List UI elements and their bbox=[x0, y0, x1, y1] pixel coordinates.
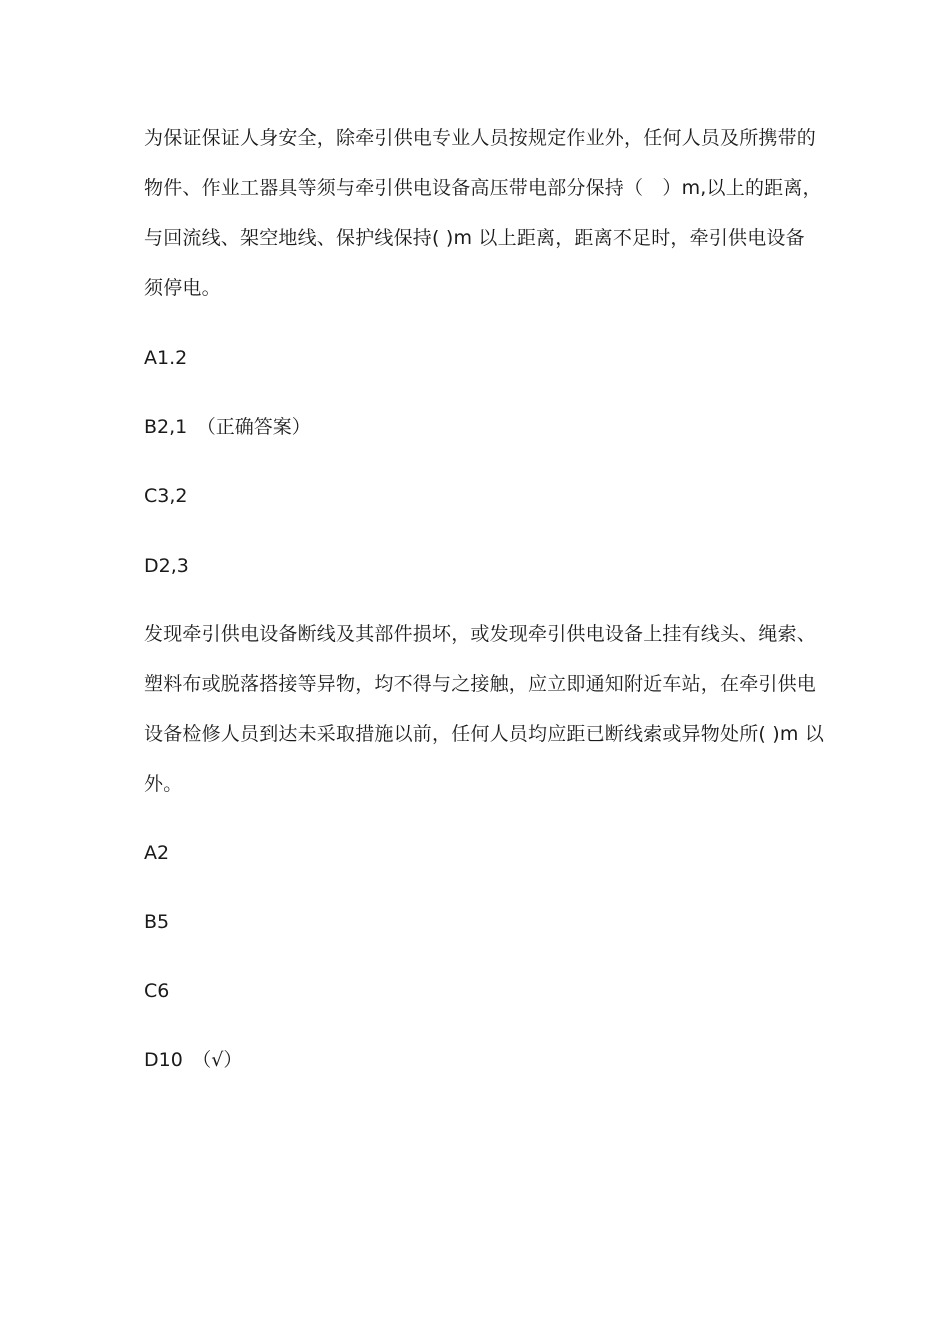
question-1-line-2: 物件、作业工器具等须与牵引供电设备高压带电部分保持（ ）m,以上的距离， bbox=[144, 177, 822, 199]
question-2-line-2: 塑料布或脱落搭接等异物，均不得与之接触，应立即通知附近车站，在牵引供电 bbox=[144, 673, 817, 695]
question-1-option-b: B2,1 （正确答案） bbox=[144, 416, 311, 438]
question-2-option-d: D10 （√） bbox=[144, 1049, 243, 1071]
question-1-option-c: C3,2 bbox=[144, 485, 188, 507]
question-2-line-4: 外。 bbox=[144, 773, 183, 795]
question-2-line-1: 发现牵引供电设备断线及其部件损坏，或发现牵引供电设备上挂有线头、绳索、 bbox=[144, 623, 817, 645]
question-2-option-b: B5 bbox=[144, 911, 170, 933]
question-2-line-3: 设备检修人员到达未采取措施以前，任何人员均应距已断线索或异物处所( )m 以 bbox=[144, 723, 825, 745]
question-1-line-3: 与回流线、架空地线、保护线保持( )m 以上距离，距离不足时，牵引供电设备 bbox=[144, 227, 805, 249]
question-1-option-a: A1.2 bbox=[144, 347, 188, 369]
question-1-option-d: D2,3 bbox=[144, 555, 189, 577]
question-2-option-a: A2 bbox=[144, 842, 170, 864]
question-1-line-4: 须停电。 bbox=[144, 277, 221, 299]
question-2-option-c: C6 bbox=[144, 980, 170, 1002]
question-1-line-1: 为保证保证人身安全，除牵引供电专业人员按规定作业外，任何人员及所携带的 bbox=[144, 127, 817, 149]
